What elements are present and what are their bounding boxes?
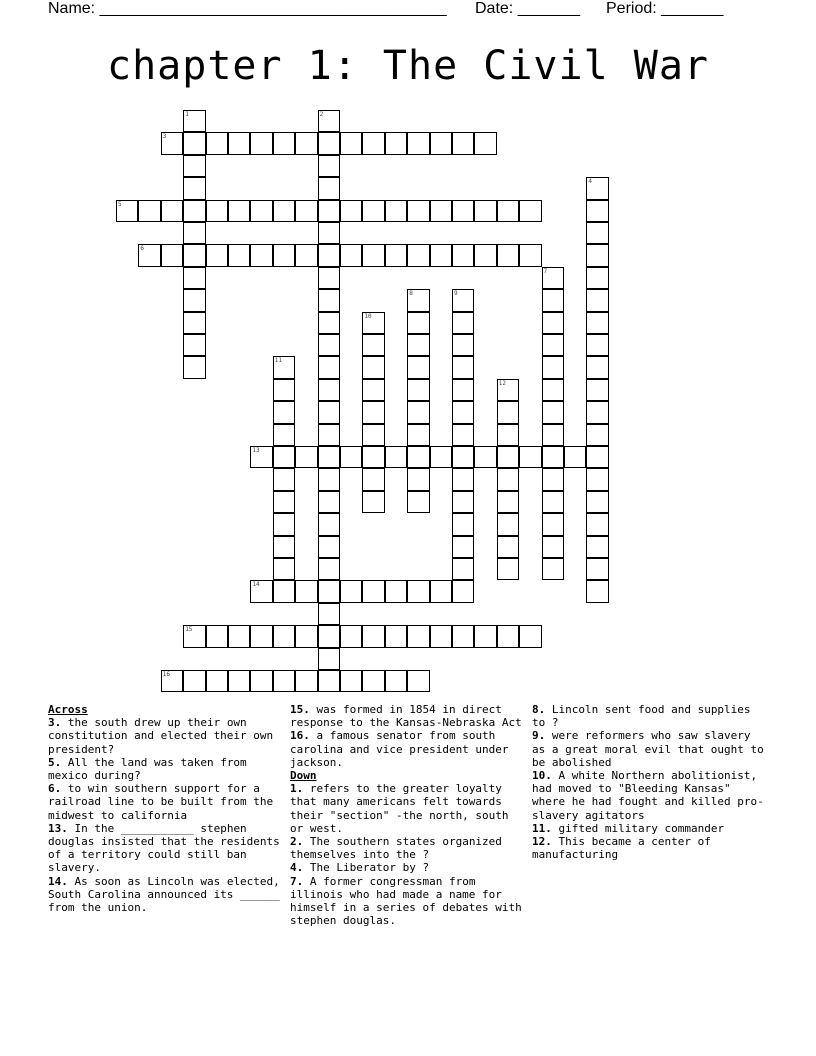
crossword-cell[interactable]: [228, 200, 250, 222]
crossword-cell[interactable]: [295, 132, 317, 154]
clue-item-number: 1.: [290, 782, 304, 796]
crossword-cell[interactable]: [452, 132, 474, 154]
crossword-cell[interactable]: [452, 244, 474, 266]
crossword-cell[interactable]: [542, 379, 564, 401]
crossword-cell[interactable]: [318, 558, 340, 580]
clue-item-number: 6.: [48, 782, 62, 796]
crossword-cell[interactable]: [407, 491, 429, 513]
clue-item: [532, 822, 768, 835]
clue-item-number: 4.: [290, 861, 304, 875]
crossword-cell[interactable]: [586, 468, 608, 490]
crossword-cell[interactable]: [497, 244, 519, 266]
clue-item-number: 8.: [532, 703, 546, 716]
crossword-cell[interactable]: [206, 244, 228, 266]
crossword-cell[interactable]: [452, 312, 474, 334]
crossword-cell[interactable]: [385, 625, 407, 647]
crossword-cell[interactable]: [586, 312, 608, 334]
crossword-cell[interactable]: [318, 536, 340, 558]
crossword-cell[interactable]: [542, 424, 564, 446]
crossword-cell[interactable]: [183, 670, 205, 692]
crossword-cell[interactable]: [564, 446, 586, 468]
clue-item-text: This became a center of manufacturing: [532, 835, 711, 862]
crossword-cell[interactable]: [452, 200, 474, 222]
clue-item-number: 9.: [532, 729, 546, 743]
crossword-cell[interactable]: [586, 267, 608, 289]
clue-item: [48, 782, 284, 822]
clue-number: 12: [498, 379, 507, 387]
clue-item-number: 5.: [48, 755, 62, 769]
crossword-cell[interactable]: [586, 580, 608, 602]
crossword-cell[interactable]: [318, 155, 340, 177]
clue-item-text: In the ___________ stephen douglas insisted that the residents of a territory could still ban slavery.: [48, 821, 280, 875]
clue-number: 8: [409, 290, 413, 298]
crossword-cell[interactable]: [497, 513, 519, 535]
crossword-cell[interactable]: [273, 513, 295, 535]
crossword-cell[interactable]: [586, 401, 608, 423]
crossword-cell[interactable]: [407, 132, 429, 154]
crossword-cell[interactable]: [161, 200, 183, 222]
crossword-cell[interactable]: [362, 312, 384, 334]
crossword-cell[interactable]: [250, 670, 272, 692]
crossword-cell[interactable]: [497, 558, 519, 580]
clue-item-number: 12.: [532, 835, 552, 849]
clue-item-text: A white Northern abolitionist, had moved to "Bleeding Kansas" where he had fought and killed pro-slavery agitators: [532, 769, 764, 822]
crossword-cell[interactable]: [362, 200, 384, 222]
clue-item-text: was formed in 1854 in direct response to the Kansas-Nebraska Act: [290, 703, 522, 730]
clue-item-text: Lincoln sent food and supplies to ?: [532, 703, 751, 730]
crossword-cell[interactable]: [385, 580, 407, 602]
clue-item-number: 14.: [48, 874, 68, 888]
clue-number: 3: [162, 133, 167, 141]
crossword-cell[interactable]: [206, 670, 228, 692]
clue-number: 2: [319, 111, 324, 118]
crossword-cell[interactable]: [340, 132, 362, 154]
crossword-cell[interactable]: [407, 356, 429, 378]
crossword-cell[interactable]: [497, 401, 519, 423]
clue-item-text: were reformers who saw slavery as a great moral evil that ought to be abolished: [532, 729, 764, 769]
crossword-cell[interactable]: [542, 289, 564, 311]
crossword-cell[interactable]: [273, 558, 295, 580]
crossword-cell[interactable]: [385, 244, 407, 266]
clue-number: 4: [588, 178, 593, 186]
down-clue-list: [290, 782, 526, 927]
crossword-cell[interactable]: [318, 468, 340, 490]
crossword-cell[interactable]: [318, 401, 340, 423]
crossword-cell[interactable]: [586, 200, 608, 222]
across-clue-list: [48, 716, 284, 914]
crossword-cell[interactable]: [586, 289, 608, 311]
crossword-cell[interactable]: [385, 132, 407, 154]
crossword-cell[interactable]: [362, 424, 384, 446]
crossword-cell[interactable]: [407, 401, 429, 423]
crossword-cell[interactable]: [362, 670, 384, 692]
crossword-cell[interactable]: [586, 536, 608, 558]
crossword-cell[interactable]: [586, 177, 608, 199]
crossword-cell[interactable]: [586, 446, 608, 468]
crossword-cell[interactable]: [519, 200, 541, 222]
crossword-cell[interactable]: [273, 401, 295, 423]
crossword-cell[interactable]: [340, 580, 362, 602]
crossword-cell[interactable]: [452, 491, 474, 513]
crossword-cell[interactable]: [340, 200, 362, 222]
crossword-cell[interactable]: [497, 200, 519, 222]
clue-item-number: 16.: [290, 729, 310, 743]
crossword-cell[interactable]: [206, 200, 228, 222]
page-title: chapter 1: The Civil War: [107, 43, 709, 89]
crossword-cell[interactable]: [362, 401, 384, 423]
crossword-cell[interactable]: [407, 468, 429, 490]
crossword-cell[interactable]: [340, 625, 362, 647]
crossword-cell[interactable]: [250, 244, 272, 266]
clue-item: [532, 835, 768, 861]
crossword-cell[interactable]: [273, 446, 295, 468]
crossword-cell[interactable]: [407, 289, 429, 311]
crossword-cell[interactable]: [430, 446, 452, 468]
crossword-cell[interactable]: [318, 648, 340, 670]
crossword-cell[interactable]: [542, 558, 564, 580]
crossword-cell[interactable]: [318, 110, 340, 132]
clue-number: 13: [252, 447, 260, 454]
crossword-cell[interactable]: [206, 132, 228, 154]
down-clue-list-continued: [532, 703, 768, 861]
crossword-cell[interactable]: [161, 132, 183, 154]
clue-number: 14: [252, 581, 260, 589]
crossword-cell[interactable]: [295, 670, 317, 692]
crossword-cell[interactable]: [273, 244, 295, 266]
across-heading: Across: [48, 703, 88, 716]
down-heading: Down: [290, 769, 317, 783]
crossword-cell[interactable]: [273, 536, 295, 558]
crossword-cell[interactable]: [318, 625, 340, 647]
crossword-cell[interactable]: [497, 536, 519, 558]
crossword-cell[interactable]: [497, 446, 519, 468]
clue-item-text: The southern states organized themselves into the ?: [290, 835, 502, 862]
crossword-cell[interactable]: [295, 446, 317, 468]
crossword-cell[interactable]: [452, 289, 474, 311]
crossword-cell[interactable]: [318, 670, 340, 692]
clue-number: 10: [364, 312, 372, 320]
crossword-cell[interactable]: [318, 289, 340, 311]
crossword-cell[interactable]: [295, 244, 317, 266]
clues-column-3: [532, 703, 768, 861]
crossword-cell[interactable]: [542, 513, 564, 535]
crossword-cell[interactable]: [250, 625, 272, 647]
crossword-cell[interactable]: [385, 200, 407, 222]
crossword-cell[interactable]: [318, 312, 340, 334]
crossword-cell[interactable]: [183, 289, 205, 311]
crossword-cell[interactable]: [183, 177, 205, 199]
crossword-cell[interactable]: [542, 536, 564, 558]
clue-item-text: As soon as Lincoln was elected, South Carolina announced its ______ from the union.: [48, 874, 280, 915]
crossword-cell[interactable]: [362, 446, 384, 468]
clue-item: [48, 756, 284, 782]
crossword-cell[interactable]: [452, 625, 474, 647]
clue-item: [290, 703, 526, 729]
crossword-cell[interactable]: [295, 625, 317, 647]
crossword-cell[interactable]: [586, 334, 608, 356]
crossword-cell[interactable]: [273, 491, 295, 513]
clue-item-number: 13.: [48, 821, 68, 835]
crossword-cell[interactable]: [430, 200, 452, 222]
clue-item: [48, 822, 284, 875]
crossword-cell[interactable]: [474, 625, 496, 647]
crossword-cell[interactable]: [116, 200, 138, 222]
crossword-cell[interactable]: [318, 222, 340, 244]
crossword-cell[interactable]: [318, 132, 340, 154]
crossword-cell[interactable]: [183, 312, 205, 334]
crossword-cell[interactable]: [318, 244, 340, 266]
crossword-cell[interactable]: [542, 334, 564, 356]
crossword-cell[interactable]: [542, 468, 564, 490]
clue-number: 6: [140, 245, 145, 253]
clue-item-text: refers to the greater loyalty that many americans felt towards their "section" -the north, south or west.: [290, 782, 509, 835]
clue-item-text: All the land was taken from mexico during?: [48, 755, 247, 783]
clue-item-number: 2.: [290, 835, 304, 849]
crossword-cell[interactable]: [340, 244, 362, 266]
crossword-cell[interactable]: [273, 468, 295, 490]
clue-item-number: 10.: [532, 769, 552, 783]
crossword-cell[interactable]: [362, 132, 384, 154]
crossword-cell[interactable]: [474, 132, 496, 154]
crossword-cell[interactable]: [542, 401, 564, 423]
crossword-cell[interactable]: [430, 244, 452, 266]
crossword-cell[interactable]: [542, 312, 564, 334]
crossword-cell[interactable]: [407, 670, 429, 692]
crossword-cell[interactable]: [318, 356, 340, 378]
crossword-cell[interactable]: [318, 334, 340, 356]
crossword-cell[interactable]: [474, 200, 496, 222]
crossword-cell[interactable]: [295, 200, 317, 222]
crossword-cell[interactable]: [318, 580, 340, 602]
crossword-cell[interactable]: [586, 424, 608, 446]
crossword-cell[interactable]: [452, 356, 474, 378]
crossword-cell[interactable]: [542, 267, 564, 289]
crossword-cell[interactable]: [318, 200, 340, 222]
crossword-cell[interactable]: [362, 244, 384, 266]
crossword-cell[interactable]: [385, 670, 407, 692]
crossword-cell[interactable]: [318, 491, 340, 513]
crossword-cell[interactable]: [586, 558, 608, 580]
crossword-cell[interactable]: [542, 356, 564, 378]
crossword-cell[interactable]: [318, 424, 340, 446]
clue-item-text: a famous senator from south carolina and vice president under jackson.: [290, 729, 509, 769]
clue-item-number: 3.: [48, 716, 62, 730]
crossword-cell[interactable]: [273, 132, 295, 154]
crossword-cell[interactable]: [407, 379, 429, 401]
crossword-cell[interactable]: [362, 334, 384, 356]
crossword-cell[interactable]: [407, 200, 429, 222]
crossword-cell[interactable]: [228, 670, 250, 692]
clue-item: [290, 861, 526, 874]
crossword-cell[interactable]: [362, 379, 384, 401]
clue-item-number: 11.: [532, 821, 552, 835]
clue-item: [532, 769, 768, 822]
crossword-cell[interactable]: [452, 558, 474, 580]
crossword-cell[interactable]: [250, 446, 272, 468]
clue-item-text: to win southern support for a railroad line to be built from the midwest to california: [48, 782, 274, 822]
crossword-cell[interactable]: [250, 200, 272, 222]
clue-item: [290, 729, 526, 769]
crossword-cell[interactable]: [542, 491, 564, 513]
crossword-cell[interactable]: [362, 491, 384, 513]
crossword-cell[interactable]: [497, 424, 519, 446]
crossword-cell[interactable]: [497, 468, 519, 490]
crossword-cell[interactable]: [430, 580, 452, 602]
clue-item: [48, 875, 284, 915]
crossword-cell[interactable]: [318, 267, 340, 289]
crossword-cell[interactable]: [452, 536, 474, 558]
crossword-cell[interactable]: [452, 334, 474, 356]
clue-item-number: 15.: [290, 703, 310, 716]
clue-number: 9: [454, 290, 458, 298]
crossword-cell[interactable]: [318, 603, 340, 625]
period-field[interactable]: Period: _______: [606, 0, 724, 17]
crossword-cell[interactable]: [228, 132, 250, 154]
crossword-cell[interactable]: [318, 446, 340, 468]
crossword-cell[interactable]: [519, 625, 541, 647]
crossword-cell[interactable]: [362, 625, 384, 647]
crossword-cell[interactable]: [452, 446, 474, 468]
crossword-cell[interactable]: [586, 244, 608, 266]
date-field[interactable]: Date: _______: [475, 0, 580, 17]
crossword-cell[interactable]: [273, 580, 295, 602]
crossword-cell[interactable]: [183, 334, 205, 356]
crossword-cell[interactable]: [586, 356, 608, 378]
crossword-cell[interactable]: [183, 356, 205, 378]
clue-item: [48, 716, 284, 756]
clue-item: [290, 835, 526, 861]
crossword-cell[interactable]: [407, 446, 429, 468]
crossword-cell[interactable]: [362, 580, 384, 602]
crossword-cell[interactable]: [206, 625, 228, 647]
crossword-cell[interactable]: [407, 244, 429, 266]
crossword-cell[interactable]: [474, 446, 496, 468]
across-clue-list-continued: [290, 703, 526, 769]
crossword-cell[interactable]: [542, 446, 564, 468]
crossword-cell[interactable]: [318, 379, 340, 401]
crossword-cell[interactable]: [586, 513, 608, 535]
crossword-cell[interactable]: [273, 379, 295, 401]
crossword-cell[interactable]: [519, 244, 541, 266]
crossword-cell[interactable]: [586, 379, 608, 401]
clues-column-2: [290, 703, 526, 927]
crossword-cell[interactable]: [183, 244, 205, 266]
crossword-cell[interactable]: [273, 670, 295, 692]
crossword-cell[interactable]: [430, 625, 452, 647]
clue-item-text: the south drew up their own constitution and elected their own president?: [48, 716, 274, 756]
crossword-cell[interactable]: [407, 424, 429, 446]
crossword-cell[interactable]: [318, 177, 340, 199]
crossword-cell[interactable]: [586, 491, 608, 513]
crossword-cell[interactable]: [452, 468, 474, 490]
crossword-cell[interactable]: [228, 244, 250, 266]
crossword-cell[interactable]: [161, 670, 183, 692]
crossword-cell[interactable]: [273, 200, 295, 222]
crossword-cell[interactable]: [407, 580, 429, 602]
crossword-cell[interactable]: [228, 625, 250, 647]
clue-item-text: A former congressman from illinois who had made a name for himself in a series of debates with stephen douglas.: [290, 874, 522, 928]
crossword-cell[interactable]: [250, 580, 272, 602]
crossword-cell[interactable]: [452, 401, 474, 423]
crossword-cell[interactable]: [452, 513, 474, 535]
crossword-cell[interactable]: [407, 625, 429, 647]
crossword-cell[interactable]: [452, 580, 474, 602]
crossword-cell[interactable]: [138, 200, 160, 222]
clue-number: 5: [118, 200, 122, 208]
name-field[interactable]: Name: _______________________________________: [48, 0, 447, 17]
clue-number: 15: [185, 626, 193, 634]
clue-item: [532, 703, 768, 729]
crossword-cell[interactable]: [318, 513, 340, 535]
clue-item: [290, 782, 526, 835]
crossword-cell[interactable]: [497, 625, 519, 647]
crossword-cell[interactable]: [452, 379, 474, 401]
crossword-cell[interactable]: [183, 222, 205, 244]
clue-number: 7: [543, 267, 548, 275]
crossword-cell[interactable]: [250, 132, 272, 154]
crossword-cell[interactable]: [295, 580, 317, 602]
crossword-cell[interactable]: [497, 379, 519, 401]
clue-number: 16: [162, 671, 171, 678]
crossword-cell[interactable]: [407, 312, 429, 334]
crossword-cell[interactable]: [362, 468, 384, 490]
crossword-cell[interactable]: [385, 446, 407, 468]
clue-item: [290, 875, 526, 928]
crossword-cell[interactable]: [586, 222, 608, 244]
crossword-cell[interactable]: [474, 244, 496, 266]
crossword-cell[interactable]: [340, 670, 362, 692]
clue-item-number: 7.: [290, 874, 304, 888]
crossword-cell[interactable]: [183, 132, 205, 154]
crossword-cell[interactable]: [138, 244, 160, 266]
crossword-cell[interactable]: [407, 334, 429, 356]
crossword-cell[interactable]: [430, 132, 452, 154]
crossword-cell[interactable]: [497, 491, 519, 513]
crossword-cell[interactable]: [183, 155, 205, 177]
clue-number: 1: [185, 111, 189, 118]
crossword-cell[interactable]: [183, 110, 205, 132]
crossword-cell[interactable]: [273, 424, 295, 446]
crossword-cell[interactable]: [183, 625, 205, 647]
crossword-cell[interactable]: [273, 356, 295, 378]
crossword-cell[interactable]: [452, 424, 474, 446]
clues-column-1: [48, 703, 284, 914]
clue-number: 11: [274, 357, 283, 365]
crossword-cell[interactable]: [183, 200, 205, 222]
clue-item-text: The Liberator by ?: [303, 861, 430, 875]
crossword-cell[interactable]: [183, 267, 205, 289]
crossword-cell[interactable]: [519, 446, 541, 468]
crossword-cell[interactable]: [340, 446, 362, 468]
clue-item: [532, 729, 768, 769]
crossword-cell[interactable]: [362, 356, 384, 378]
crossword-cell[interactable]: [161, 244, 183, 266]
clue-item-text: gifted military commander: [551, 821, 725, 835]
crossword-cell[interactable]: [273, 625, 295, 647]
